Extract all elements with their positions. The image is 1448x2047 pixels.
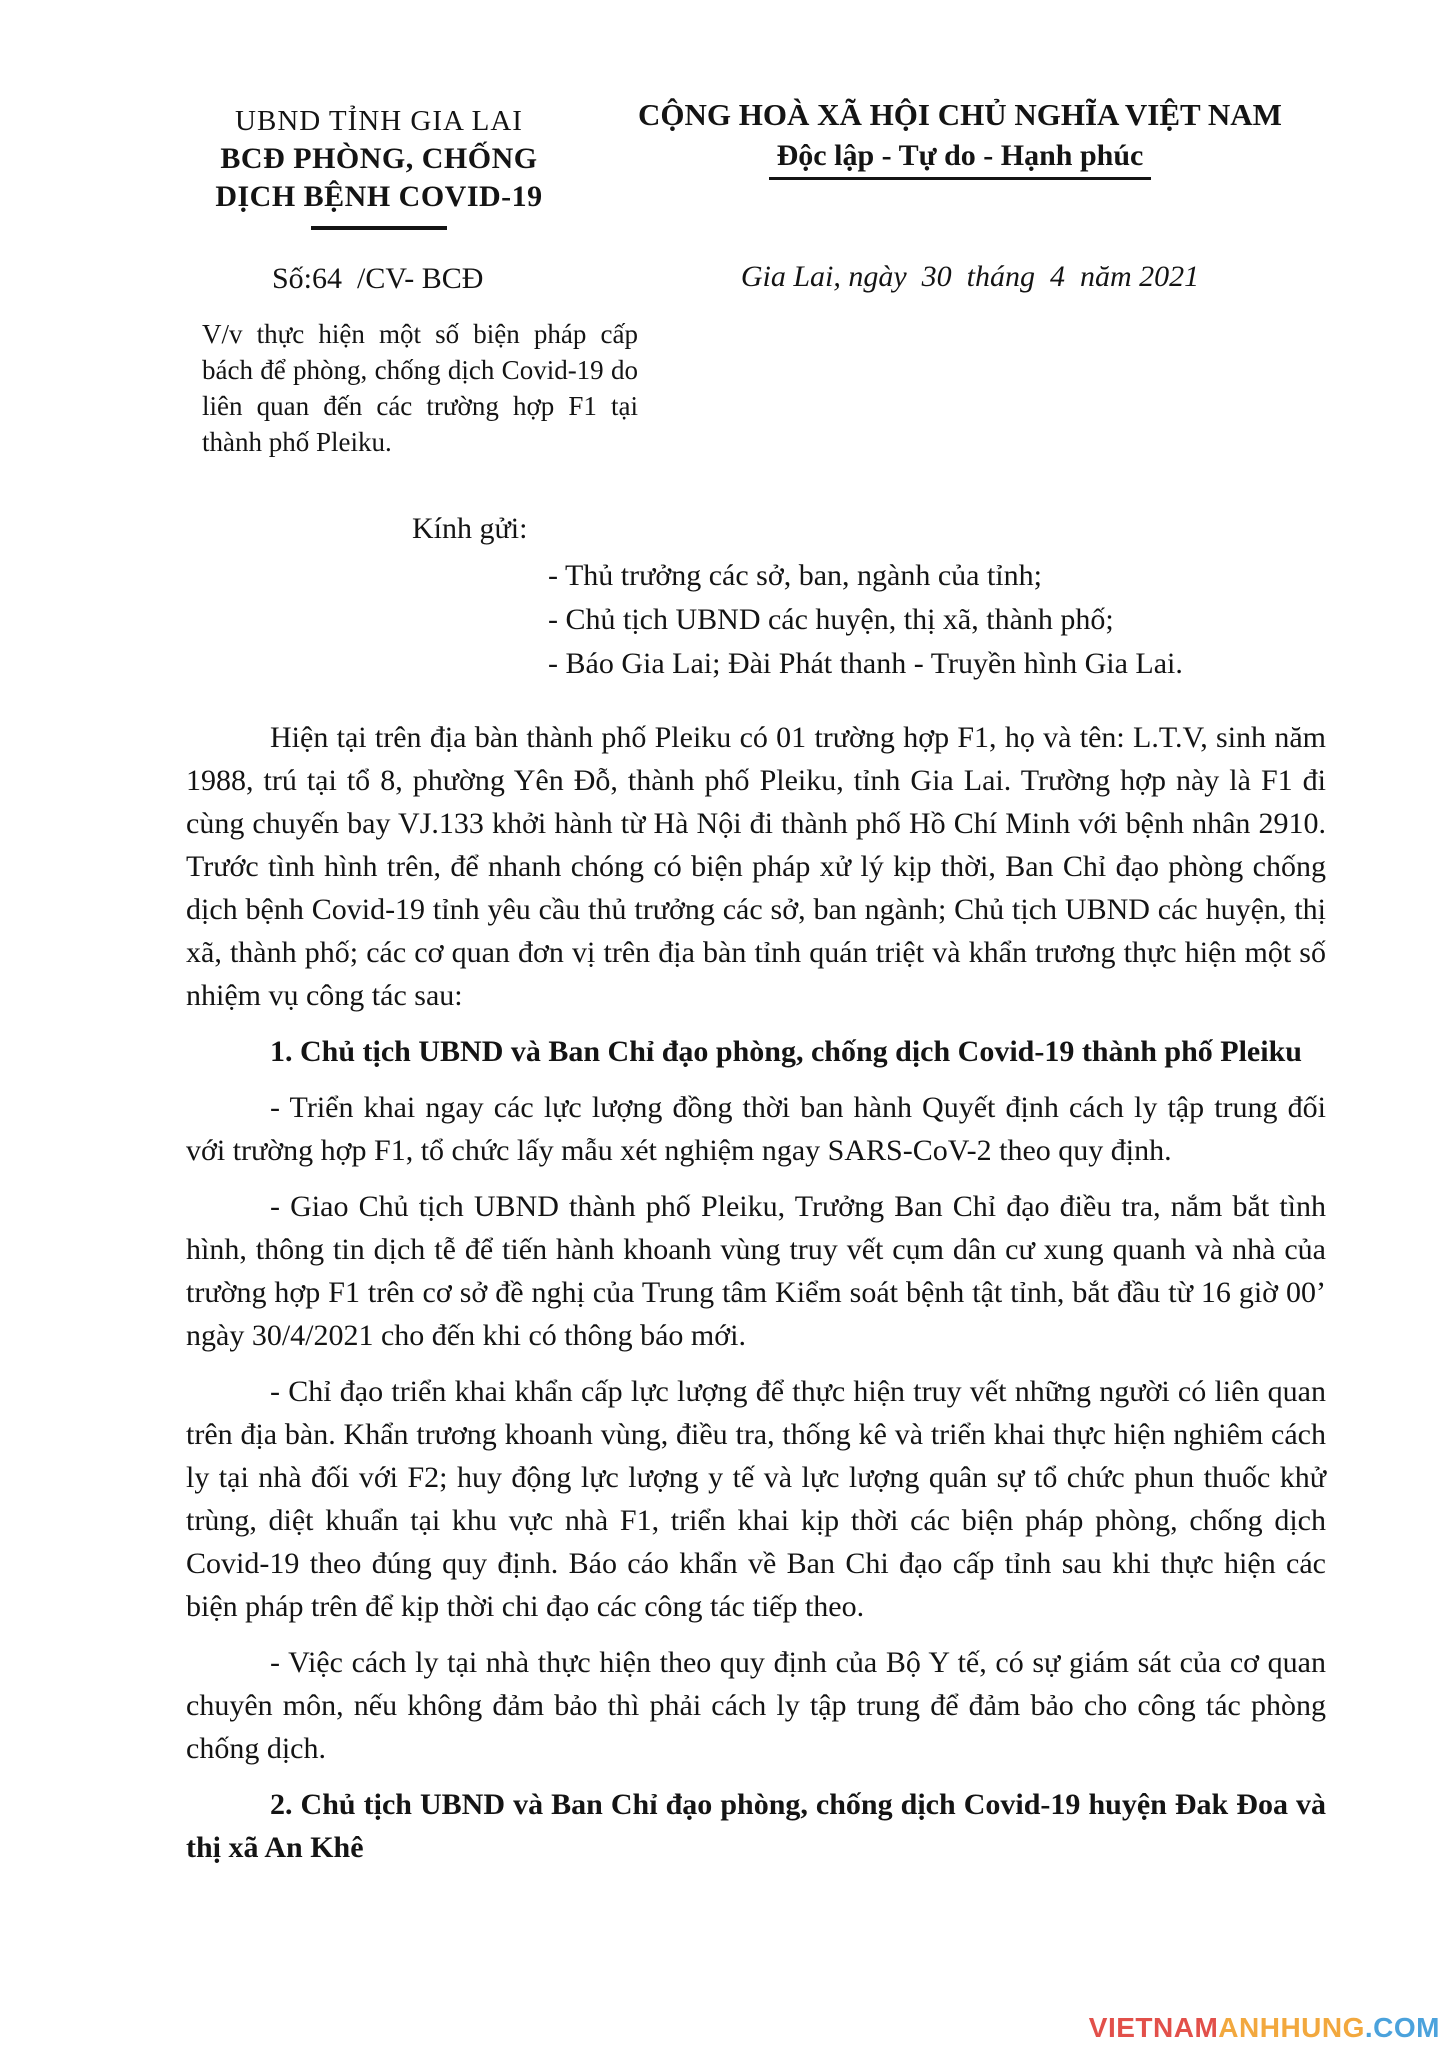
issuing-authority-block	[188, 102, 570, 230]
document-place-date: Gia Lai, ngày 30 tháng 4 năm 2021	[740, 260, 1200, 293]
salutation-label: Kính gửi:	[412, 512, 528, 545]
site-watermark	[1089, 2012, 1440, 2044]
section-heading-1: 1. Chủ tịch UBND và Ban Chỉ đạo phòng, chống dịch Covid-19 thành phố Pleiku	[270, 1035, 1302, 1068]
section-heading-2: 2. Chủ tịch UBND và Ban Chỉ đạo phòng, chống dịch Covid-19 huyện Đak Đoa và thị xã An Khê	[186, 1788, 1326, 1864]
document-body	[186, 716, 1326, 1869]
body-paragraph: - Giao Chủ tịch UBND thành phố Pleiku, Trưởng Ban Chỉ đạo điều tra, nắm bắt tình hình, thông tin dịch tễ để tiến hành khoanh vùng truy vết cụm dân cư xung quanh và nhà của trường hợp F1 trên cơ sở đề nghị của Trung tâm Kiểm soát bệnh tật tỉnh, bắt đầu từ 16 giờ 00’ ngày 30/4/2021 cho đến khi có thông báo mới.	[186, 1190, 1326, 1352]
watermark-part-anhhung: ANHHUNG	[1218, 2012, 1365, 2043]
recipient-item: - Thủ trưởng các sở, ban, ngành của tỉnh;	[548, 559, 1042, 592]
watermark-part-vietnam: VIETNAM	[1088, 2012, 1219, 2043]
recipient-item: - Báo Gia Lai; Đài Phát thanh - Truyền hình Gia Lai.	[548, 647, 1183, 680]
body-paragraph: - Việc cách ly tại nhà thực hiện theo quy định của Bộ Y tế, có sự giám sát của cơ quan chuyên môn, nếu không đảm bảo thì phải cách ly tập trung để đảm bảo cho công tác phòng chống dịch.	[186, 1646, 1326, 1765]
recipient-list	[548, 554, 1183, 686]
national-title: CỘNG HOÀ XÃ HỘI CHỦ NGHĨA VIỆT NAM	[638, 97, 1282, 132]
body-paragraph: - Triển khai ngay các lực lượng đồng thời ban hành Quyết định cách ly tập trung đối với trường hợp F1, tổ chức lấy mẫu xét nghiệm ngay SARS-CoV-2 theo quy định.	[186, 1091, 1326, 1167]
issuing-authority-parent: UBND TỈNH GIA LAI	[235, 105, 523, 137]
document-number: Số:64 /CV- BCĐ	[272, 262, 484, 295]
header-left-divider	[311, 226, 447, 230]
document-subject: V/v thực hiện một số biện pháp cấp bách để phòng, chống dịch Covid-19 do liên quan đến các trường hợp F1 tại thành phố Pleiku.	[202, 319, 638, 457]
national-motto: Độc lập - Tự do - Hạnh phúc	[769, 138, 1152, 180]
recipient-item: - Chủ tịch UBND các huyện, thị xã, thành phố;	[548, 603, 1114, 636]
issuing-authority-name-line2: DỊCH BỆNH COVID-19	[215, 180, 543, 213]
national-header-block	[612, 96, 1308, 180]
body-paragraph: - Chỉ đạo triển khai khẩn cấp lực lượng để thực hiện truy vết những người có liên quan trên địa bàn. Khẩn trương khoanh vùng, điều tra, thống kê và triển khai thực hiện nghiêm cách ly tại nhà đối với F2; huy động lực lượng y tế và lực lượng quân sự tổ chức phun thuốc khử trùng, diệt khuẩn tại khu vực nhà F1, triển khai kịp thời các biện pháp phòng, chống dịch Covid-19 theo đúng quy định. Báo cáo khẩn về Ban Chi đạo cấp tỉnh sau khi thực hiện các biện pháp trên để kịp thời chi đạo các công tác tiếp theo.	[186, 1375, 1326, 1623]
body-paragraph: Hiện tại trên địa bàn thành phố Pleiku có 01 trường hợp F1, họ và tên: L.T.V, sinh năm 1988, trú tại tổ 8, phường Yên Đỗ, thành phố Pleiku, tỉnh Gia Lai. Trường hợp này là F1 đi cùng chuyến bay VJ.133 khởi hành từ Hà Nội đi thành phố Hồ Chí Minh với bệnh nhân 2910. Trước tình hình trên, để nhanh chóng có biện pháp xử lý kịp thời, Ban Chỉ đạo phòng chống dịch bệnh Covid-19 tỉnh yêu cầu thủ trưởng các sở, ban ngành; Chủ tịch UBND các huyện, thị xã, thành phố; các cơ quan đơn vị trên địa bàn tỉnh quán triệt và khẩn trương thực hiện một số nhiệm vụ công tác sau:	[186, 721, 1326, 1012]
watermark-part-com: .COM	[1364, 2012, 1440, 2043]
issuing-authority-name-line1: BCĐ PHÒNG, CHỐNG	[220, 142, 538, 175]
